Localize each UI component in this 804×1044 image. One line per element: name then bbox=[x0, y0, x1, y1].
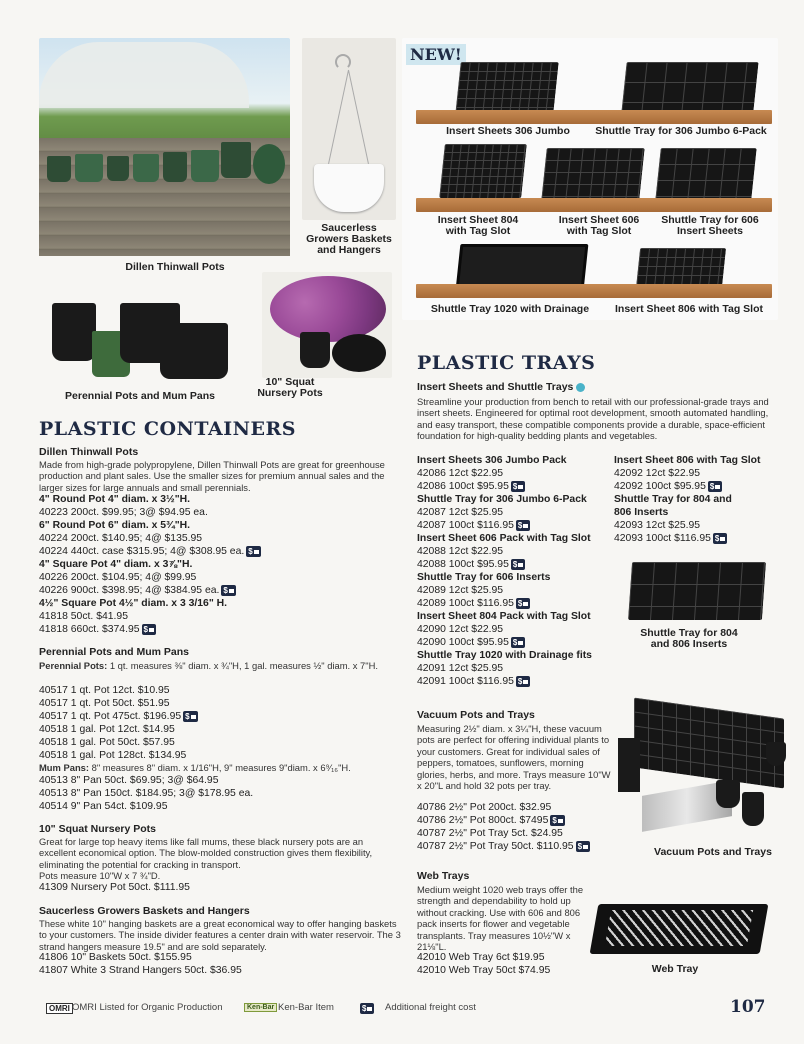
freight-icon: $ bbox=[142, 624, 156, 635]
list-item bbox=[614, 519, 760, 532]
tray-606 bbox=[541, 148, 644, 200]
list-item bbox=[417, 649, 592, 662]
shelf-1 bbox=[416, 110, 772, 124]
freight-icon: $ bbox=[360, 1003, 374, 1014]
list-item: 40514 9" Pan 54ct. $109.95 bbox=[39, 801, 168, 812]
freight-icon: $ bbox=[516, 676, 530, 687]
list-item: 40517 1 qt. Pot 12ct. $10.95 bbox=[39, 685, 170, 696]
list-item-text: 42093 12ct $25.95 bbox=[614, 520, 701, 531]
saucerless-price-list bbox=[39, 951, 242, 977]
trays-photo bbox=[402, 38, 778, 320]
list-item-text: Insert Sheet 606 Pack with Tag Slot bbox=[417, 533, 591, 544]
shuttle-804-photo bbox=[628, 558, 768, 624]
list-item-text: 42087 12ct $25.95 bbox=[417, 507, 504, 518]
freight-icon: $ bbox=[708, 481, 722, 492]
kenbar-text: Ken-Bar Item bbox=[278, 1002, 334, 1013]
perennial-description bbox=[39, 660, 397, 671]
list-item bbox=[417, 506, 592, 519]
list-item-text: Insert Sheet 804 Pack with Tag Slot bbox=[417, 611, 591, 622]
caption-shut1020: Shuttle Tray 1020 with Drainage bbox=[430, 303, 590, 315]
list-item bbox=[614, 480, 760, 493]
caption-webtray: Web Tray bbox=[651, 963, 699, 975]
freight-icon: $ bbox=[550, 815, 564, 826]
caption-shut306: Shuttle Tray for 306 Jumbo 6-Pack bbox=[595, 125, 767, 137]
list-item bbox=[417, 814, 590, 827]
freight-icon: $ bbox=[516, 520, 530, 531]
web-tray-photo bbox=[588, 902, 770, 958]
greenhouse-shape bbox=[39, 42, 249, 108]
list-item-text: 42092 12ct $22.95 bbox=[614, 468, 701, 479]
trays-subheading bbox=[417, 381, 585, 393]
tray-shuttle-606 bbox=[655, 148, 756, 200]
list-item bbox=[417, 493, 592, 506]
perennial-label: Perennial Pots: bbox=[39, 660, 108, 671]
tray-804 bbox=[439, 144, 527, 198]
trays-description: Streamline your production from bench to retail with our professional-grade trays and insert sheets. Engineered for optimal root development, smooth automated handling, and easy transport, these compatible components provide a durable, space-efficient foundation for high-quality bedding plants and vegetables. bbox=[417, 396, 769, 442]
shelf-2 bbox=[416, 198, 772, 212]
page-number: 107 bbox=[730, 997, 766, 1017]
freight-icon: $ bbox=[511, 637, 525, 648]
white-basket bbox=[314, 164, 384, 212]
list-item bbox=[417, 480, 592, 493]
list-item: 40518 1 gal. Pot 128ct. $134.95 bbox=[39, 750, 187, 761]
caption-perennial: Perennial Pots and Mum Pans bbox=[65, 390, 215, 402]
tray-806 bbox=[636, 248, 726, 288]
list-item: 40513 8" Pan 50ct. $69.95; 3@ $64.95 bbox=[39, 775, 219, 786]
list-item bbox=[417, 827, 590, 840]
squat-heading: 10" Squat Nursery Pots bbox=[39, 823, 157, 835]
list-item bbox=[417, 801, 590, 814]
list-item bbox=[417, 454, 592, 467]
tray-shuttle-306 bbox=[621, 62, 758, 112]
list-item: 41807 White 3 Strand Hangers 50ct. $36.95 bbox=[39, 965, 242, 976]
list-item bbox=[39, 519, 399, 532]
trays-right-price-list bbox=[614, 454, 760, 545]
list-item-text: 4" Square Pot 4" diam. x 3⅞"H. bbox=[39, 559, 193, 570]
list-item bbox=[614, 506, 760, 519]
list-item-text: 42089 12ct $25.95 bbox=[417, 585, 504, 596]
list-item bbox=[417, 675, 592, 688]
list-item-text: Shuttle Tray for 804 and bbox=[614, 494, 732, 505]
list-item-text: 42086 100ct $95.95 bbox=[417, 481, 509, 492]
dillen-price-list bbox=[39, 493, 399, 636]
list-item bbox=[39, 584, 399, 597]
list-item bbox=[39, 571, 399, 584]
squat-photo bbox=[262, 272, 392, 378]
list-item-text: 40223 200ct. $99.95; 3@ $94.95 ea. bbox=[39, 507, 208, 518]
list-item bbox=[417, 558, 592, 571]
freight-icon: $ bbox=[246, 546, 260, 557]
list-item bbox=[417, 597, 592, 610]
list-item bbox=[417, 545, 592, 558]
freight-icon: $ bbox=[183, 711, 197, 722]
list-item-text: 41818 660ct. $374.95 bbox=[39, 624, 140, 635]
list-item bbox=[417, 623, 592, 636]
caption-shut804: Shuttle Tray for 804 and 806 Inserts bbox=[640, 627, 738, 650]
list-item: 40513 8" Pan 150ct. $184.95; 3@ $178.95 ea. bbox=[39, 788, 254, 799]
list-item bbox=[417, 610, 592, 623]
list-item-text: Insert Sheet 806 with Tag Slot bbox=[614, 455, 761, 466]
list-item: 42010 Web Tray 6ct $19.95 bbox=[417, 952, 545, 963]
freight-icon: $ bbox=[713, 533, 727, 544]
hanger-hook bbox=[335, 54, 351, 70]
freight-icon: $ bbox=[516, 598, 530, 609]
list-item-text: 40787 2½" Pot Tray 50ct. $110.95 bbox=[417, 841, 574, 852]
list-item: 40518 1 gal. Pot 50ct. $57.95 bbox=[39, 737, 175, 748]
list-item bbox=[39, 597, 399, 610]
trays-left-price-list bbox=[417, 454, 592, 688]
section-title-trays: PLASTIC TRAYS bbox=[417, 352, 596, 374]
list-item bbox=[417, 571, 592, 584]
saucerless-description: These white 10" hanging baskets are a great economical way to offer hanging baskets to your customers. The inside divider features a center drain with water reservoir. The 3 strand hangers measure 19.5" and are sold separately. bbox=[39, 918, 401, 952]
web-heading: Web Trays bbox=[417, 870, 470, 882]
caption-dillen: Dillen Thinwall Pots bbox=[125, 261, 225, 273]
list-item-text: 40787 2½" Pot Tray 5ct. $24.95 bbox=[417, 828, 563, 839]
list-item-text: 40786 2½" Pot 200ct. $32.95 bbox=[417, 802, 552, 813]
list-item bbox=[39, 710, 198, 723]
section-title-containers: PLASTIC CONTAINERS bbox=[39, 418, 297, 440]
list-item-text: 4½" Square Pot 4½" diam. x 3 3/16" H. bbox=[39, 598, 228, 609]
list-item-text: 42093 100ct $116.95 bbox=[614, 533, 711, 544]
list-item bbox=[417, 584, 592, 597]
list-item bbox=[417, 840, 590, 853]
tray-306-jumbo bbox=[455, 62, 558, 114]
squat-price: 41309 Nursery Pot 50ct. $111.95 bbox=[39, 882, 190, 893]
list-item: 40517 1 qt. Pot 50ct. $51.95 bbox=[39, 698, 170, 709]
vacuum-heading: Vacuum Pots and Trays bbox=[417, 709, 535, 721]
squat-description: Great for large top heavy items like fall mums, these black nursery pots are an excellent economical option. The blow-molded construction gives them flexibility, eliminating the potential for cracking in transport. bbox=[39, 836, 373, 870]
dillen-description: Made from high-grade polypropylene, Dillen Thinwall Pots are great for greenhouse production and plant sales. Use the smaller sizes for premium annual sales and the larger sizes for large annuals and small perennials. bbox=[39, 459, 385, 493]
list-item-text: 42091 100ct $116.95 bbox=[417, 676, 514, 687]
caption-ins306: Insert Sheets 306 Jumbo bbox=[446, 125, 570, 137]
list-item bbox=[39, 532, 399, 545]
list-item-text: 4" Round Pot 4" diam. x 3½"H. bbox=[39, 494, 191, 505]
vacuum-price-list bbox=[417, 801, 590, 853]
list-item-text: 42090 100ct $95.95 bbox=[417, 637, 509, 648]
list-item bbox=[614, 454, 760, 467]
freight-text: Additional freight cost bbox=[385, 1002, 476, 1013]
list-item-text: 42090 12ct $22.95 bbox=[417, 624, 504, 635]
vacuum-photo bbox=[612, 702, 788, 842]
list-item-text: 40517 1 qt. Pot 475ct. $196.95 bbox=[39, 711, 182, 722]
list-item-text: 40224 440ct. case $315.95; 4@ $308.95 ea. bbox=[39, 546, 245, 557]
squat-measure: Pots measure 10"W x 7 ¾"D. bbox=[39, 870, 161, 881]
list-item bbox=[39, 506, 399, 519]
footer bbox=[46, 997, 768, 1020]
caption-saucerless: Saucerless Growers Baskets and Hangers bbox=[306, 222, 392, 256]
list-item bbox=[39, 610, 399, 623]
dillen-heading: Dillen Thinwall Pots bbox=[39, 446, 139, 458]
dillen-photo bbox=[39, 38, 290, 256]
perennial-desc-text: 1 qt. measures ⅜" diam. x ¾"H, 1 gal. measures ½" diam. x 7"H. bbox=[107, 660, 378, 671]
omri-logo: OMRI bbox=[46, 1003, 73, 1014]
freight-icon: $ bbox=[511, 559, 525, 570]
saucerless-heading: Saucerless Growers Baskets and Hangers bbox=[39, 905, 250, 917]
list-item bbox=[39, 493, 399, 506]
new-badge: NEW! bbox=[406, 44, 466, 65]
list-item-text: 42087 100ct $116.95 bbox=[417, 520, 514, 531]
caption-ins804: Insert Sheet 804 with Tag Slot bbox=[437, 214, 519, 237]
list-item-text: 41818 50ct. $41.95 bbox=[39, 611, 128, 622]
caption-shut606: Shuttle Tray for 606 Insert Sheets bbox=[661, 214, 759, 237]
list-item bbox=[417, 532, 592, 545]
list-item bbox=[417, 636, 592, 649]
list-item bbox=[39, 558, 399, 571]
kenbar-logo: Ken-Bar bbox=[244, 1003, 277, 1012]
list-item bbox=[417, 662, 592, 675]
list-item bbox=[417, 519, 592, 532]
web-description: Medium weight 1020 web trays offer the strength and dependability to hold up without cracking. Use with 606 and 806 pack inserts for flower and vegetable transplants. Tray measures 10½"W x 21⅛"L. bbox=[417, 884, 584, 953]
freight-icon: $ bbox=[576, 841, 590, 852]
list-item bbox=[417, 467, 592, 480]
list-item-text: 42086 12ct $22.95 bbox=[417, 468, 504, 479]
caption-ins806: Insert Sheet 806 with Tag Slot bbox=[614, 303, 763, 315]
mum-desc-text: 8" measures 8" diam. x 1/16"H, 9" measures 9"diam. x 6⁹⁄₁₆"H. bbox=[89, 762, 351, 773]
mum-description bbox=[39, 762, 397, 773]
list-item bbox=[614, 493, 760, 506]
list-item bbox=[39, 623, 399, 636]
vacuum-description: Measuring 2½" diam. x 3¼"H, these vacuum pots are perfect for offering individual plants to your customers. Great for individual sales of peppers, tomatoes, sunflowers, morning glories, herbs, and more. Trays measure 10"W x 20"L and hold 32 pots per tray. bbox=[417, 723, 611, 792]
list-item-text: 806 Inserts bbox=[614, 507, 669, 518]
list-item-text: 40224 200ct. $140.95; 4@ $135.95 bbox=[39, 533, 203, 544]
list-item: 40518 1 gal. Pot 12ct. $14.95 bbox=[39, 724, 175, 735]
list-item-text: Insert Sheets 306 Jumbo Pack bbox=[417, 455, 567, 466]
list-item bbox=[39, 545, 399, 558]
list-item: 42010 Web Tray 50ct $74.95 bbox=[417, 965, 551, 976]
mum-label: Mum Pans: bbox=[39, 762, 90, 773]
list-item-text: 42092 100ct $95.95 bbox=[614, 481, 706, 492]
perennial-heading: Perennial Pots and Mum Pans bbox=[39, 646, 189, 658]
list-item-text: 40226 200ct. $104.95; 4@ $99.95 bbox=[39, 572, 197, 583]
list-item-text: 42089 100ct $116.95 bbox=[417, 598, 514, 609]
list-item-text: 42088 100ct $95.95 bbox=[417, 559, 509, 570]
web-price-list bbox=[417, 951, 550, 977]
list-item-text: Shuttle Tray for 606 Inserts bbox=[417, 572, 551, 583]
list-item-text: 6" Round Pot 6" diam. x 5¾"H. bbox=[39, 520, 191, 531]
list-item-text: 42088 12ct $22.95 bbox=[417, 546, 504, 557]
list-item-text: 40786 2½" Pot 800ct. $7495 bbox=[417, 815, 549, 826]
list-item: 41806 10" Baskets 50ct. $155.95 bbox=[39, 952, 192, 963]
list-item bbox=[614, 532, 760, 545]
perennial-photo bbox=[44, 295, 236, 385]
list-item-text: Shuttle Tray 1020 with Drainage fits bbox=[417, 650, 592, 661]
freight-icon: $ bbox=[511, 481, 525, 492]
caption-ins606: Insert Sheet 606 with Tag Slot bbox=[558, 214, 640, 237]
list-item bbox=[614, 467, 760, 480]
shelf-3 bbox=[416, 284, 772, 298]
omri-text: OMRI Listed for Organic Production bbox=[72, 1002, 223, 1013]
list-item-text: 40226 900ct. $398.95; 4@ $384.95 ea. bbox=[39, 585, 220, 596]
list-item-text: Shuttle Tray for 306 Jumbo 6-Pack bbox=[417, 494, 587, 505]
caption-squat: 10" Squat Nursery Pots bbox=[257, 376, 323, 399]
freight-icon: $ bbox=[221, 585, 235, 596]
perennial-price-list bbox=[39, 684, 198, 762]
caption-vacuum: Vacuum Pots and Trays bbox=[654, 846, 772, 858]
teal-dot-icon bbox=[576, 383, 585, 392]
trays-subheading-text: Insert Sheets and Shuttle Trays bbox=[417, 381, 574, 393]
saucerless-photo bbox=[302, 38, 396, 220]
list-item-text: 42091 12ct $25.95 bbox=[417, 663, 504, 674]
mum-price-list bbox=[39, 774, 253, 813]
